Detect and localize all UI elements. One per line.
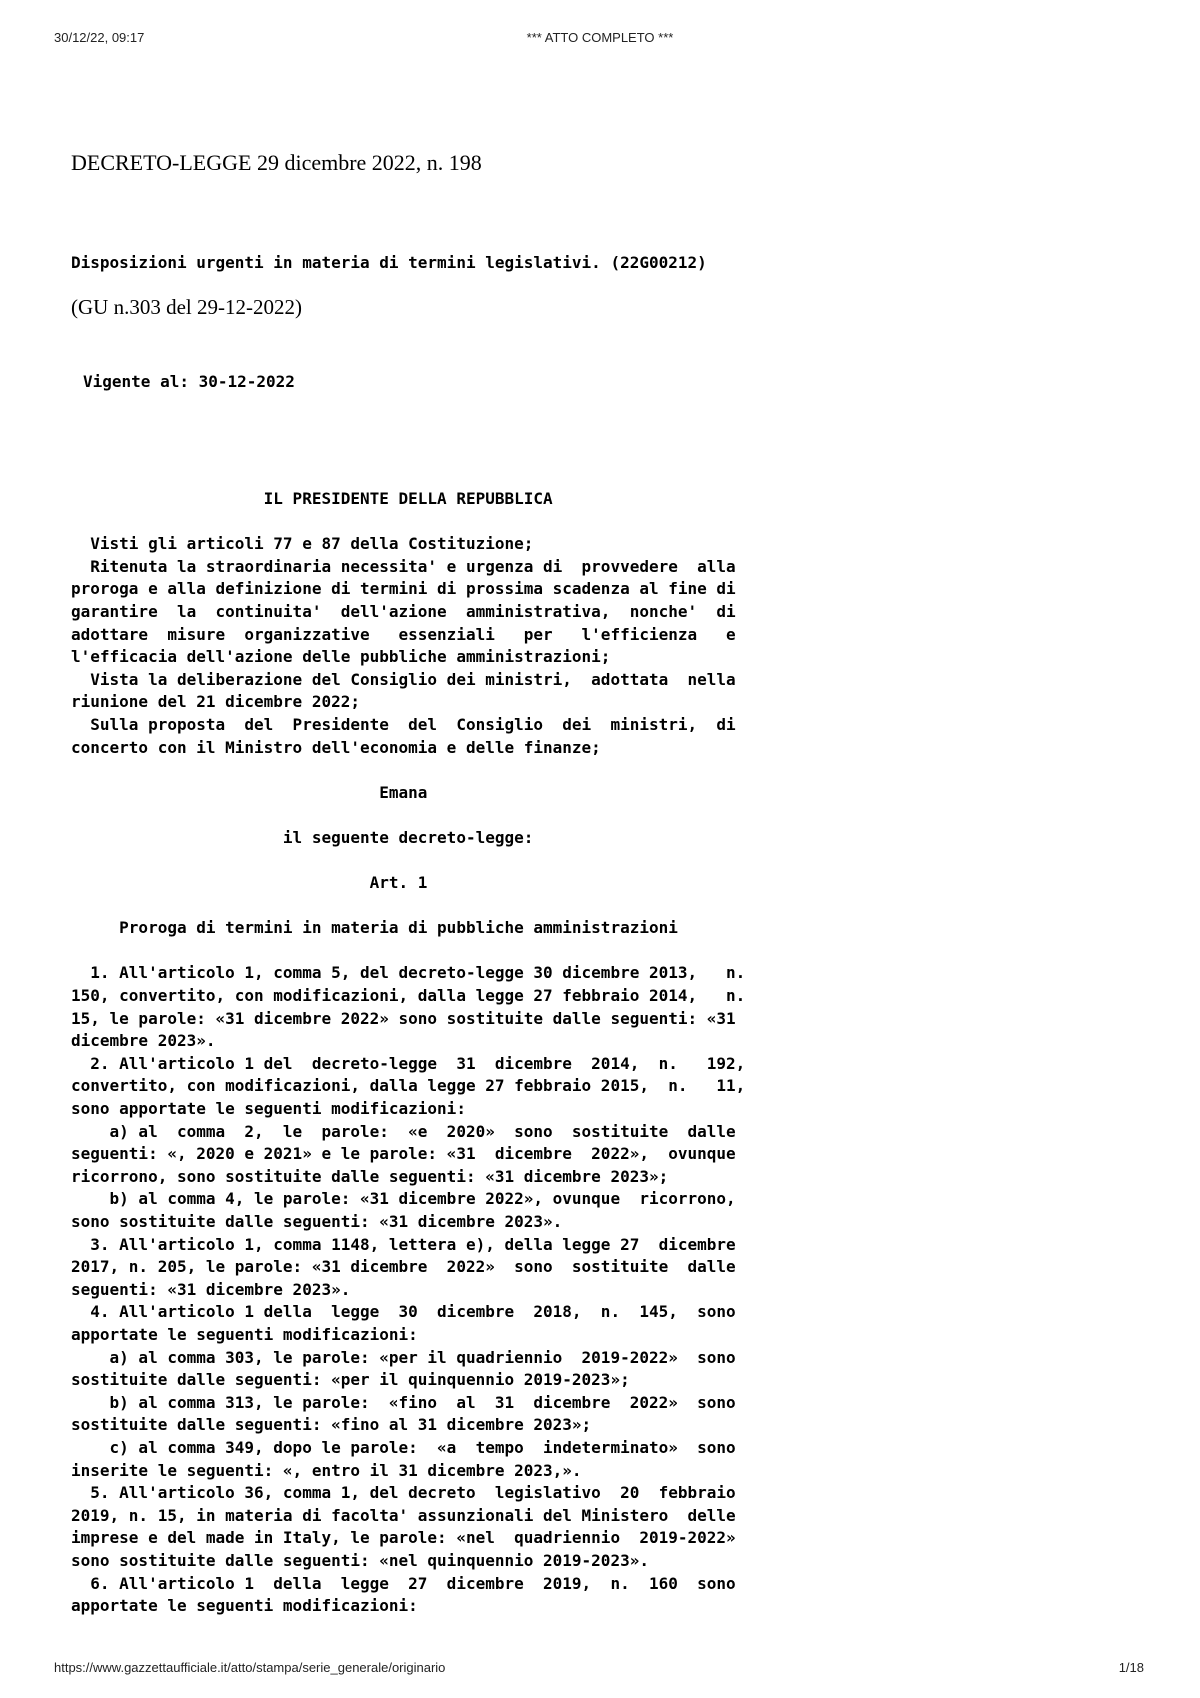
document-line: imprese e del made in Italy, le parole: «nel quadriennio 2019-2022» bbox=[71, 1528, 736, 1548]
document-line: 6. All'articolo 1 della legge 27 dicembre 2019, n. 160 sono bbox=[71, 1573, 736, 1593]
print-timestamp: 30/12/22, 09:17 bbox=[54, 30, 145, 45]
document-line: 4. All'articolo 1 della legge 30 dicembre 2018, n. 145, sono bbox=[71, 1302, 736, 1322]
document-line: convertito, con modificazioni, dalla legge 27 febbraio 2015, n. 11, bbox=[71, 1076, 746, 1096]
document-line: sostituite dalle seguenti: «fino al 31 dicembre 2023»; bbox=[71, 1415, 592, 1435]
document-line: a) al comma 2, le parole: «e 2020» sono sostituite dalle bbox=[71, 1121, 736, 1141]
document-line: c) al comma 349, dopo le parole: «a tempo indeterminato» sono bbox=[71, 1437, 736, 1457]
document-line: sono apportate le seguenti modificazioni: bbox=[71, 1099, 466, 1119]
document-line: dicembre 2023». bbox=[71, 1031, 216, 1051]
print-header-title: *** ATTO COMPLETO *** bbox=[526, 30, 674, 45]
document-line: sono sostituite dalle seguenti: «31 dicembre 2023». bbox=[71, 1212, 563, 1231]
document-line: Ritenuta la straordinaria necessita' e urgenza di provvedere alla bbox=[71, 556, 736, 576]
document-line: proroga e alla definizione di termini di prossima scadenza al fine di bbox=[71, 579, 736, 599]
document-line: 150, convertito, con modificazioni, dalla legge 27 febbraio 2014, n. bbox=[71, 986, 746, 1006]
document-line: seguenti: «31 dicembre 2023». bbox=[71, 1279, 351, 1299]
document-line: concerto con il Ministro dell'economia e delle finanze; bbox=[71, 737, 601, 757]
document-line: inserite le seguenti: «, entro il 31 dicembre 2023,». bbox=[71, 1460, 582, 1480]
document-line: 5. All'articolo 36, comma 1, del decreto legislativo 20 febbraio bbox=[71, 1483, 736, 1503]
document-line: b) al comma 4, le parole: «31 dicembre 2022», ovunque ricorrono, bbox=[71, 1189, 736, 1209]
document-line: 2017, n. 205, le parole: «31 dicembre 2022» sono sostituite dalle bbox=[71, 1257, 736, 1277]
document-line bbox=[71, 759, 745, 782]
document-line bbox=[71, 895, 745, 918]
document-line: a) al comma 303, le parole: «per il quadriennio 2019-2022» sono bbox=[71, 1347, 736, 1367]
document-line: b) al comma 313, le parole: «fino al 31 dicembre 2022» sono bbox=[71, 1392, 736, 1412]
document-line: 2. All'articolo 1 del decreto-legge 31 dicembre 2014, n. 192, bbox=[71, 1053, 746, 1073]
document-line: 3. All'articolo 1, comma 1148, lettera e), della legge 27 dicembre bbox=[71, 1234, 736, 1254]
document-subtitle: Disposizioni urgenti in materia di termini legislativi. (22G00212) bbox=[71, 253, 707, 272]
document-line: riunione del 21 dicembre 2022; bbox=[71, 692, 360, 712]
document-line: garantire la continuita' dell'azione amministrativa, nonche' di bbox=[71, 601, 736, 621]
document-line: sostituite dalle seguenti: «per il quinquennio 2019-2023»; bbox=[71, 1370, 630, 1390]
document-line: ricorrono, sono sostituite dalle seguenti: «31 dicembre 2023»; bbox=[71, 1166, 669, 1186]
document-line: Visti gli articoli 77 e 87 della Costituzione; bbox=[71, 534, 534, 554]
page-url: https://www.gazzettaufficiale.it/atto/stampa/serie_generale/originario bbox=[54, 1660, 446, 1675]
gazzetta-reference: (GU n.303 del 29-12-2022) bbox=[71, 295, 302, 319]
document-line: apportate le seguenti modificazioni: bbox=[71, 1324, 418, 1344]
document-line: Art. 1 bbox=[71, 873, 428, 893]
document-line: Emana bbox=[71, 782, 428, 802]
document-line: adottare misure organizzative essenziali per l'efficienza e bbox=[71, 624, 736, 644]
document-body bbox=[71, 488, 745, 1618]
document-line: Sulla proposta del Presidente del Consiglio dei ministri, di bbox=[71, 714, 736, 734]
document-line: seguenti: «, 2020 e 2021» e le parole: «31 dicembre 2022», ovunque bbox=[71, 1144, 736, 1164]
document-title: DECRETO-LEGGE 29 dicembre 2022, n. 198 bbox=[71, 150, 482, 175]
page-number: 1/18 bbox=[1118, 1660, 1144, 1675]
document-line: apportate le seguenti modificazioni: bbox=[71, 1596, 418, 1616]
document-line: IL PRESIDENTE DELLA REPUBBLICA bbox=[71, 489, 553, 508]
document-line bbox=[71, 850, 745, 873]
document-line: l'efficacia dell'azione delle pubbliche amministrazioni; bbox=[71, 647, 611, 667]
document-line: 15, le parole: «31 dicembre 2022» sono sostituite dalle seguenti: «31 bbox=[71, 1008, 736, 1028]
document-line: il seguente decreto-legge: bbox=[71, 827, 534, 847]
document-line: 1. All'articolo 1, comma 5, del decreto-legge 30 dicembre 2013, n. bbox=[71, 963, 746, 983]
document-line: Proroga di termini in materia di pubbliche amministrazioni bbox=[71, 918, 678, 938]
document-line bbox=[71, 804, 745, 827]
document-line: Vista la deliberazione del Consiglio dei ministri, adottata nella bbox=[71, 669, 736, 689]
document-line: 2019, n. 15, in materia di facolta' assunzionali del Ministero delle bbox=[71, 1505, 736, 1525]
document-line bbox=[71, 940, 745, 963]
vigente-date: Vigente al: 30-12-2022 bbox=[83, 372, 295, 391]
document-line: sono sostituite dalle seguenti: «nel quinquennio 2019-2023». bbox=[71, 1550, 649, 1570]
document-line bbox=[71, 511, 745, 534]
